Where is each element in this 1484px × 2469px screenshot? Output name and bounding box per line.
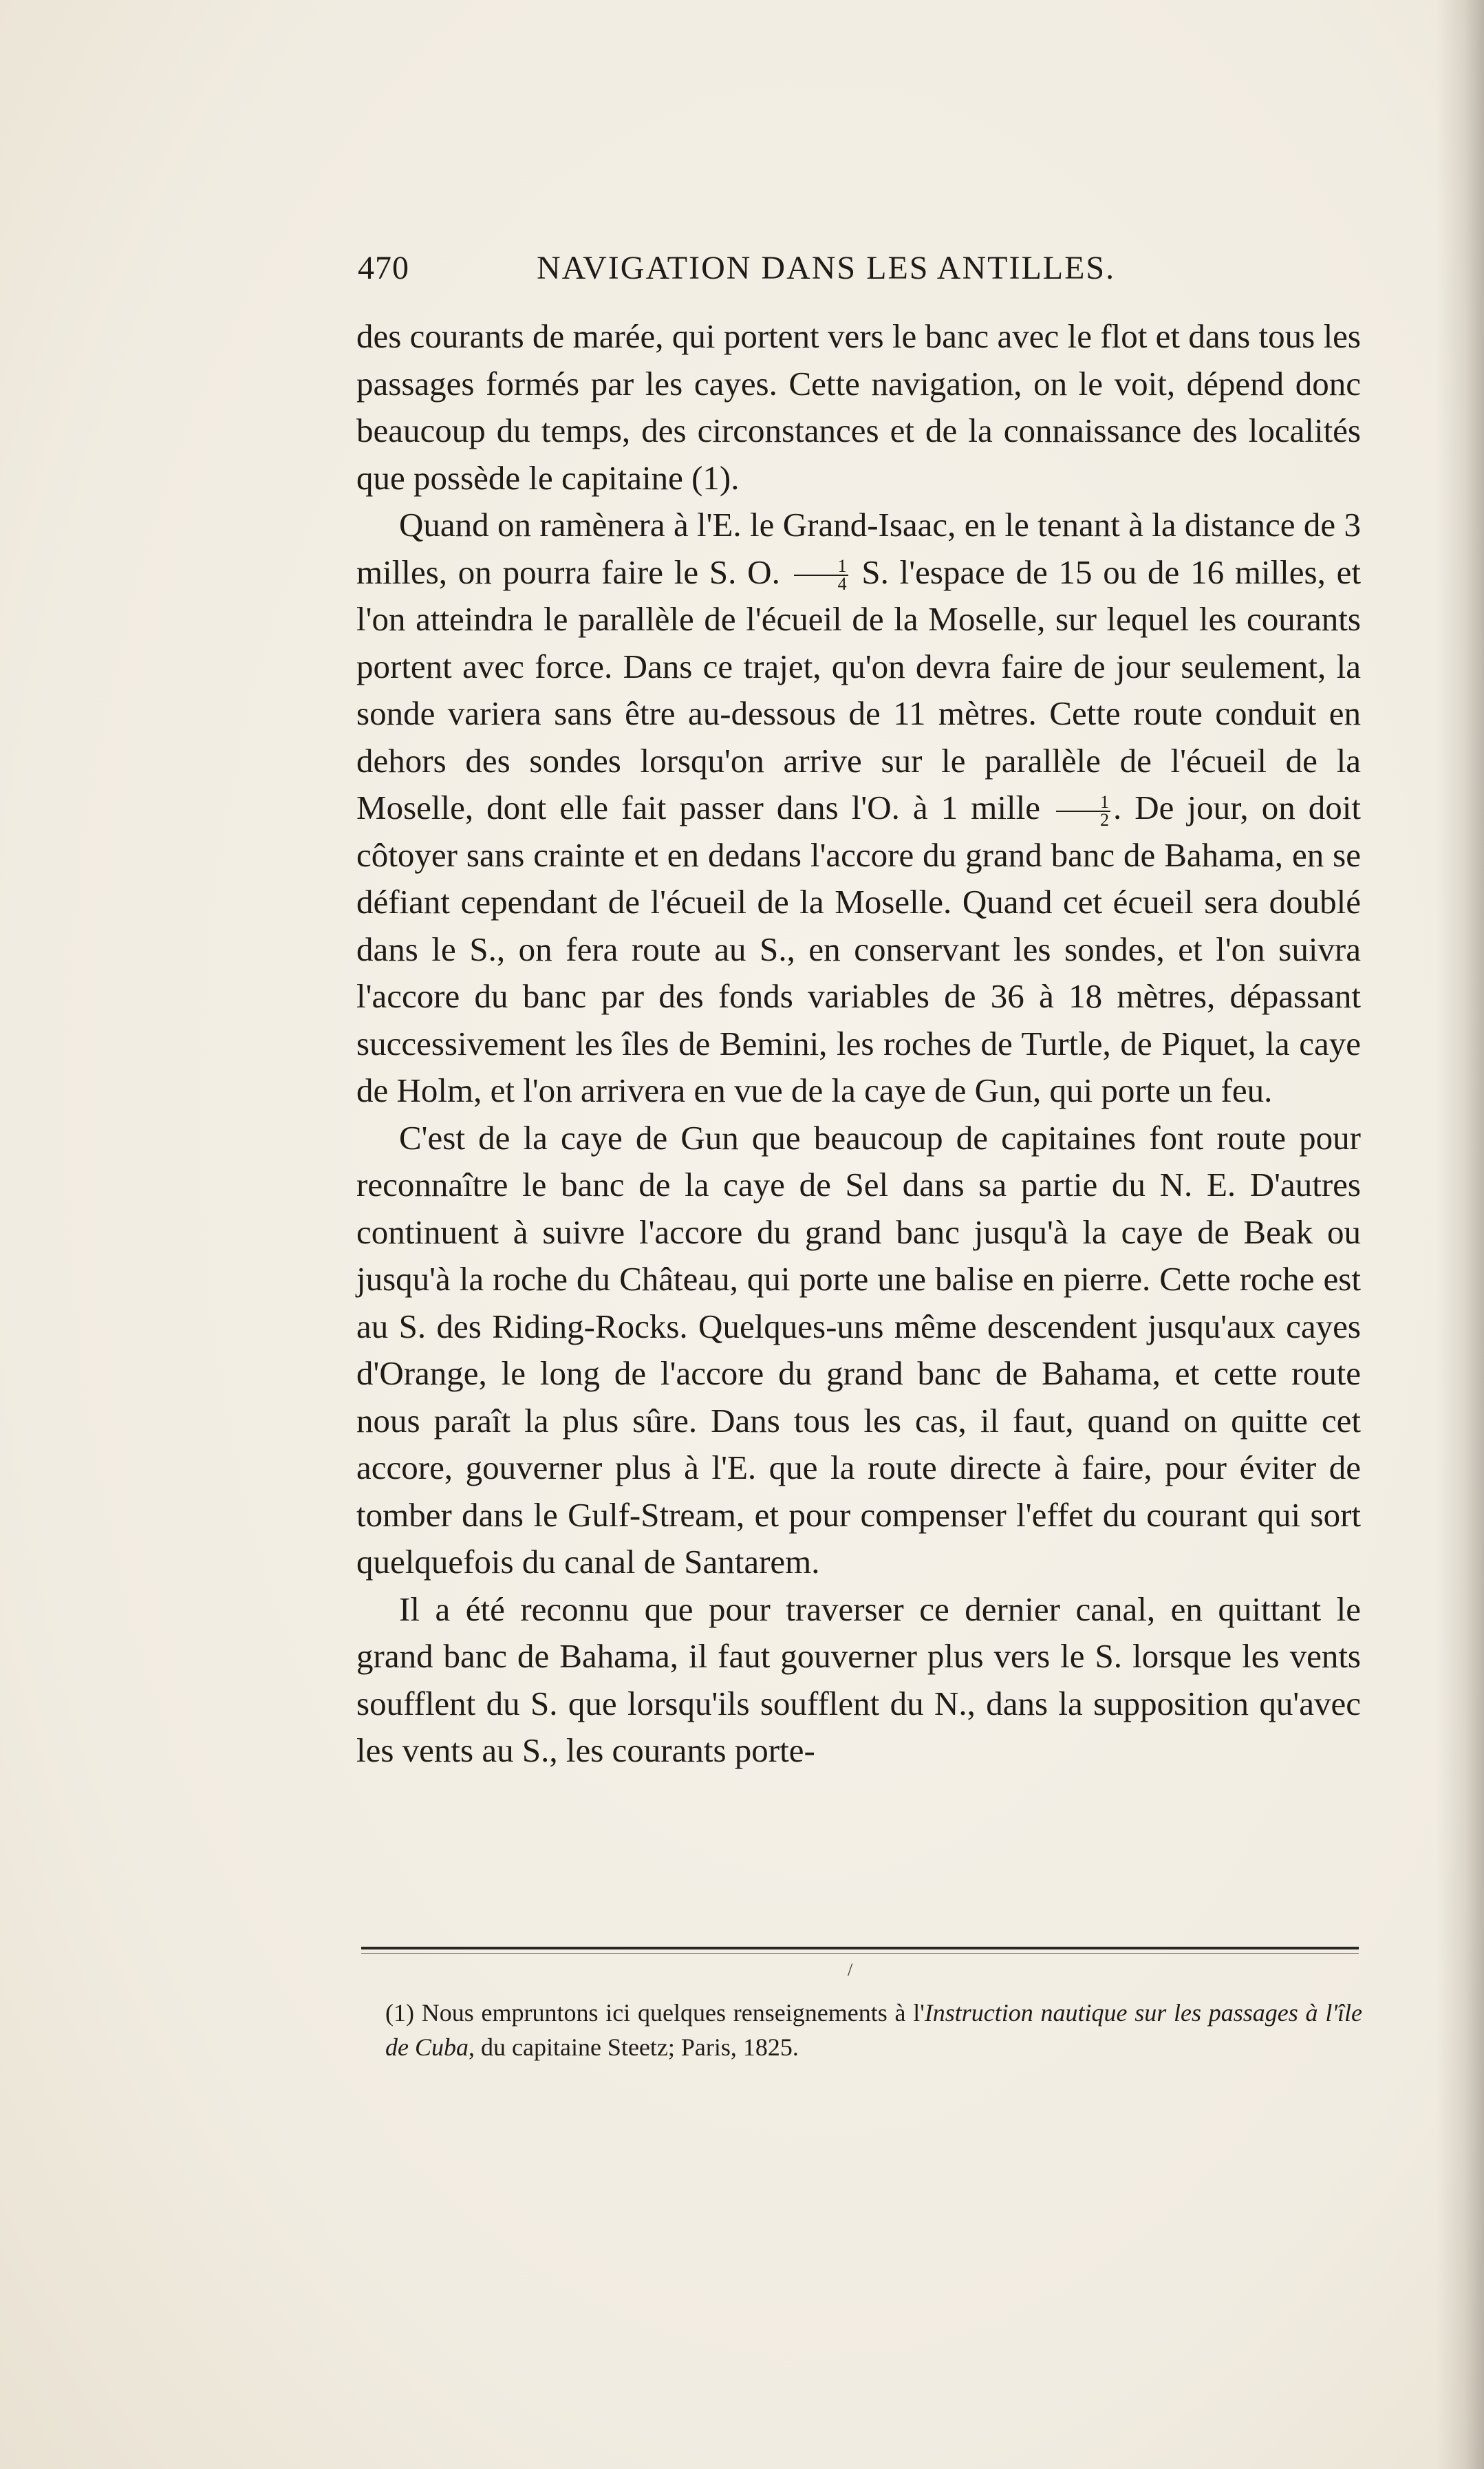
page-number: 470 bbox=[358, 250, 409, 286]
footnote-italic-title: Instruction nautique sur les passages à l'île de Cuba bbox=[385, 1999, 1363, 2061]
rule-mark: / bbox=[848, 1960, 853, 1980]
footnote-text: Nous empruntons ici quelques renseignements à l' bbox=[421, 1999, 925, 2027]
paragraph-grand-isaac bbox=[356, 502, 1361, 1115]
footnote-marker: (1) bbox=[385, 1999, 414, 2027]
footnote-rule-thin bbox=[361, 1953, 1359, 1954]
footnote bbox=[385, 1996, 1362, 2064]
paragraph-caye-de-gun: C'est de la caye de Gun que beaucoup de capitaines font route pour reconnaître le banc de la caye de Sel dans sa partie du N. E. D'autres continuent à suivre l'accore du grand banc jusqu'à la caye de Beak ou jusqu'à la roche du Château, qui porte une balise en pierre. Cette roche est au S. des Riding-Rocks. Quelques-uns même descendent jusqu'aux cayes d'Orange, le long de l'accore du grand banc de Bahama, et cette route nous paraît la plus sûre. Dans tous les cas, il faut, quand on quitte cet accore, gouverner plus à l'E. que la route directe à faire, pour éviter de tomber dans le Gulf-Stream, et pour compenser l'effet du courant qui sort quelquefois du canal de Santarem. bbox=[356, 1118, 1361, 1581]
running-title: NAVIGATION DANS LES ANTILLES. bbox=[537, 250, 1116, 286]
page-header bbox=[358, 249, 1362, 297]
footnote-rule bbox=[361, 1947, 1359, 1949]
fraction-quarter bbox=[794, 556, 848, 595]
footnote-text-end: , du capitaine Steetz; Paris, 1825. bbox=[469, 2033, 799, 2061]
fraction-numerator: 1 bbox=[794, 558, 848, 576]
gutter-shadow bbox=[1436, 0, 1484, 2469]
fraction-numerator: 1 bbox=[1056, 794, 1110, 812]
fraction-denominator: 2 bbox=[1099, 809, 1109, 830]
fraction-denominator: 4 bbox=[837, 574, 847, 595]
paragraph-text: . De jour, on doit côtoyer sans crainte et en dedans l'accore du grand banc de Bahama, en se défiant cependant de l'écueil de la Moselle. Quand cet écueil sera doublé dans le S., on fera route au S., en conservant les sondes, et l'on suivra l'accore du banc par des fonds variables de 36 à 18 mètres, dépassant successivement les îles de Bemini, les roches de Turtle, de Piquet, la caye de Holm, et l'on arrivera en vue de la caye de Gun, qui porte un feu. bbox=[356, 789, 1361, 1109]
paragraph-canal-santarem: Il a été reconnu que pour traverser ce dernier canal, en quittant le grand banc de Bahama, il faut gouverner plus vers le S. lorsque les vents soufflent du S. que lorsqu'ils soufflent du N., dans la supposition qu'avec les vents au S., les courants porte- bbox=[356, 1590, 1361, 1769]
paragraph-text: Quand on ramènera à l'E. le Grand-Isaac, en le tenant à la distance de 3 milles, on pourra faire le S. O. bbox=[356, 506, 1361, 591]
fraction-half bbox=[1056, 791, 1110, 830]
paragraph-continuation: des courants de marée, qui portent vers le banc avec le flot et dans tous les passages formés par les cayes. Cette navigation, on le voit, dépend donc beaucoup du temps, des circonstances et de la connaissance des localités que possède le capitaine (1). bbox=[356, 317, 1361, 497]
paragraph-text: S. l'espace de 15 ou de 16 milles, et l'on atteindra le parallèle de l'écueil de la Moselle, sur lequel les courants portent avec force. Dans ce trajet, qu'on devra faire de jour seulement, la sonde variera sans être au-dessous de 11 mètres. Cette route conduit en dehors des sondes lorsqu'on arrive sur le parallèle de l'écueil de la Moselle, dont elle fait passer dans l'O. à 1 mille bbox=[356, 553, 1362, 826]
body-text bbox=[356, 313, 1361, 1775]
